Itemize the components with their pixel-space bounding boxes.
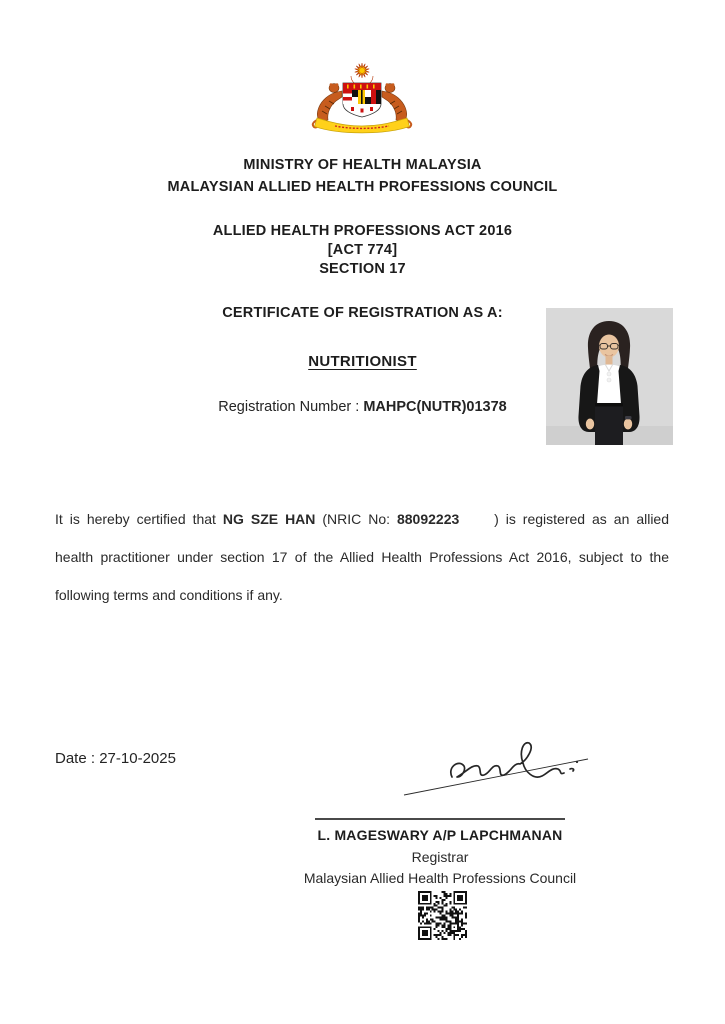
- certificate-title: CERTIFICATE OF REGISTRATION AS A:: [222, 305, 503, 321]
- date-value: 27-10-2025: [99, 750, 176, 767]
- signatory-organization: Malaysian Allied Health Professions Council: [303, 870, 577, 886]
- qr-code: [418, 891, 467, 940]
- motto-ribbon-icon: [315, 118, 410, 133]
- date-label: Date :: [55, 750, 96, 767]
- body-line-1: It is hereby certified that NG SZE HAN (NRIC No: 88092223 ) is registered as an allied: [55, 511, 670, 527]
- body-line-2: health practitioner under section 17 of the Allied Health Professions Act 2016, subject to the: [55, 549, 669, 565]
- profession-label: NUTRITIONIST: [308, 353, 417, 370]
- registrant-nric: 88092223: [396, 511, 460, 527]
- act-section: SECTION 17: [319, 261, 406, 277]
- shield-icon: [343, 83, 381, 117]
- signatory-name: L. MAGESWARY A/P LAPCHMANAN: [317, 827, 563, 843]
- act-number: [ACT 774]: [327, 242, 398, 258]
- signature-icon: [396, 735, 596, 803]
- registration-number-label: Registration Number :: [218, 399, 360, 415]
- signatory-title: Registrar: [411, 849, 469, 865]
- ministry-title: MINISTRY OF HEALTH MALAYSIA: [243, 157, 482, 173]
- act-title: ALLIED HEALTH PROFESSIONS ACT 2016: [212, 223, 513, 239]
- body-paragraph: [55, 500, 669, 614]
- malaysia-coat-of-arms-icon: [301, 62, 423, 136]
- registrant-photo: [546, 308, 673, 445]
- body-line-3: following terms and conditions if any.: [55, 587, 283, 603]
- signature-divider: [315, 818, 565, 820]
- registration-number-value: MAHPC(NUTR)01378: [363, 399, 507, 415]
- federal-star-icon: [355, 63, 369, 78]
- qr-code-pattern: [418, 891, 467, 940]
- registrant-name: NG SZE HAN: [222, 511, 316, 527]
- council-title: MALAYSIAN ALLIED HEALTH PROFESSIONS COUNCIL: [167, 179, 558, 195]
- date-line: [55, 750, 176, 767]
